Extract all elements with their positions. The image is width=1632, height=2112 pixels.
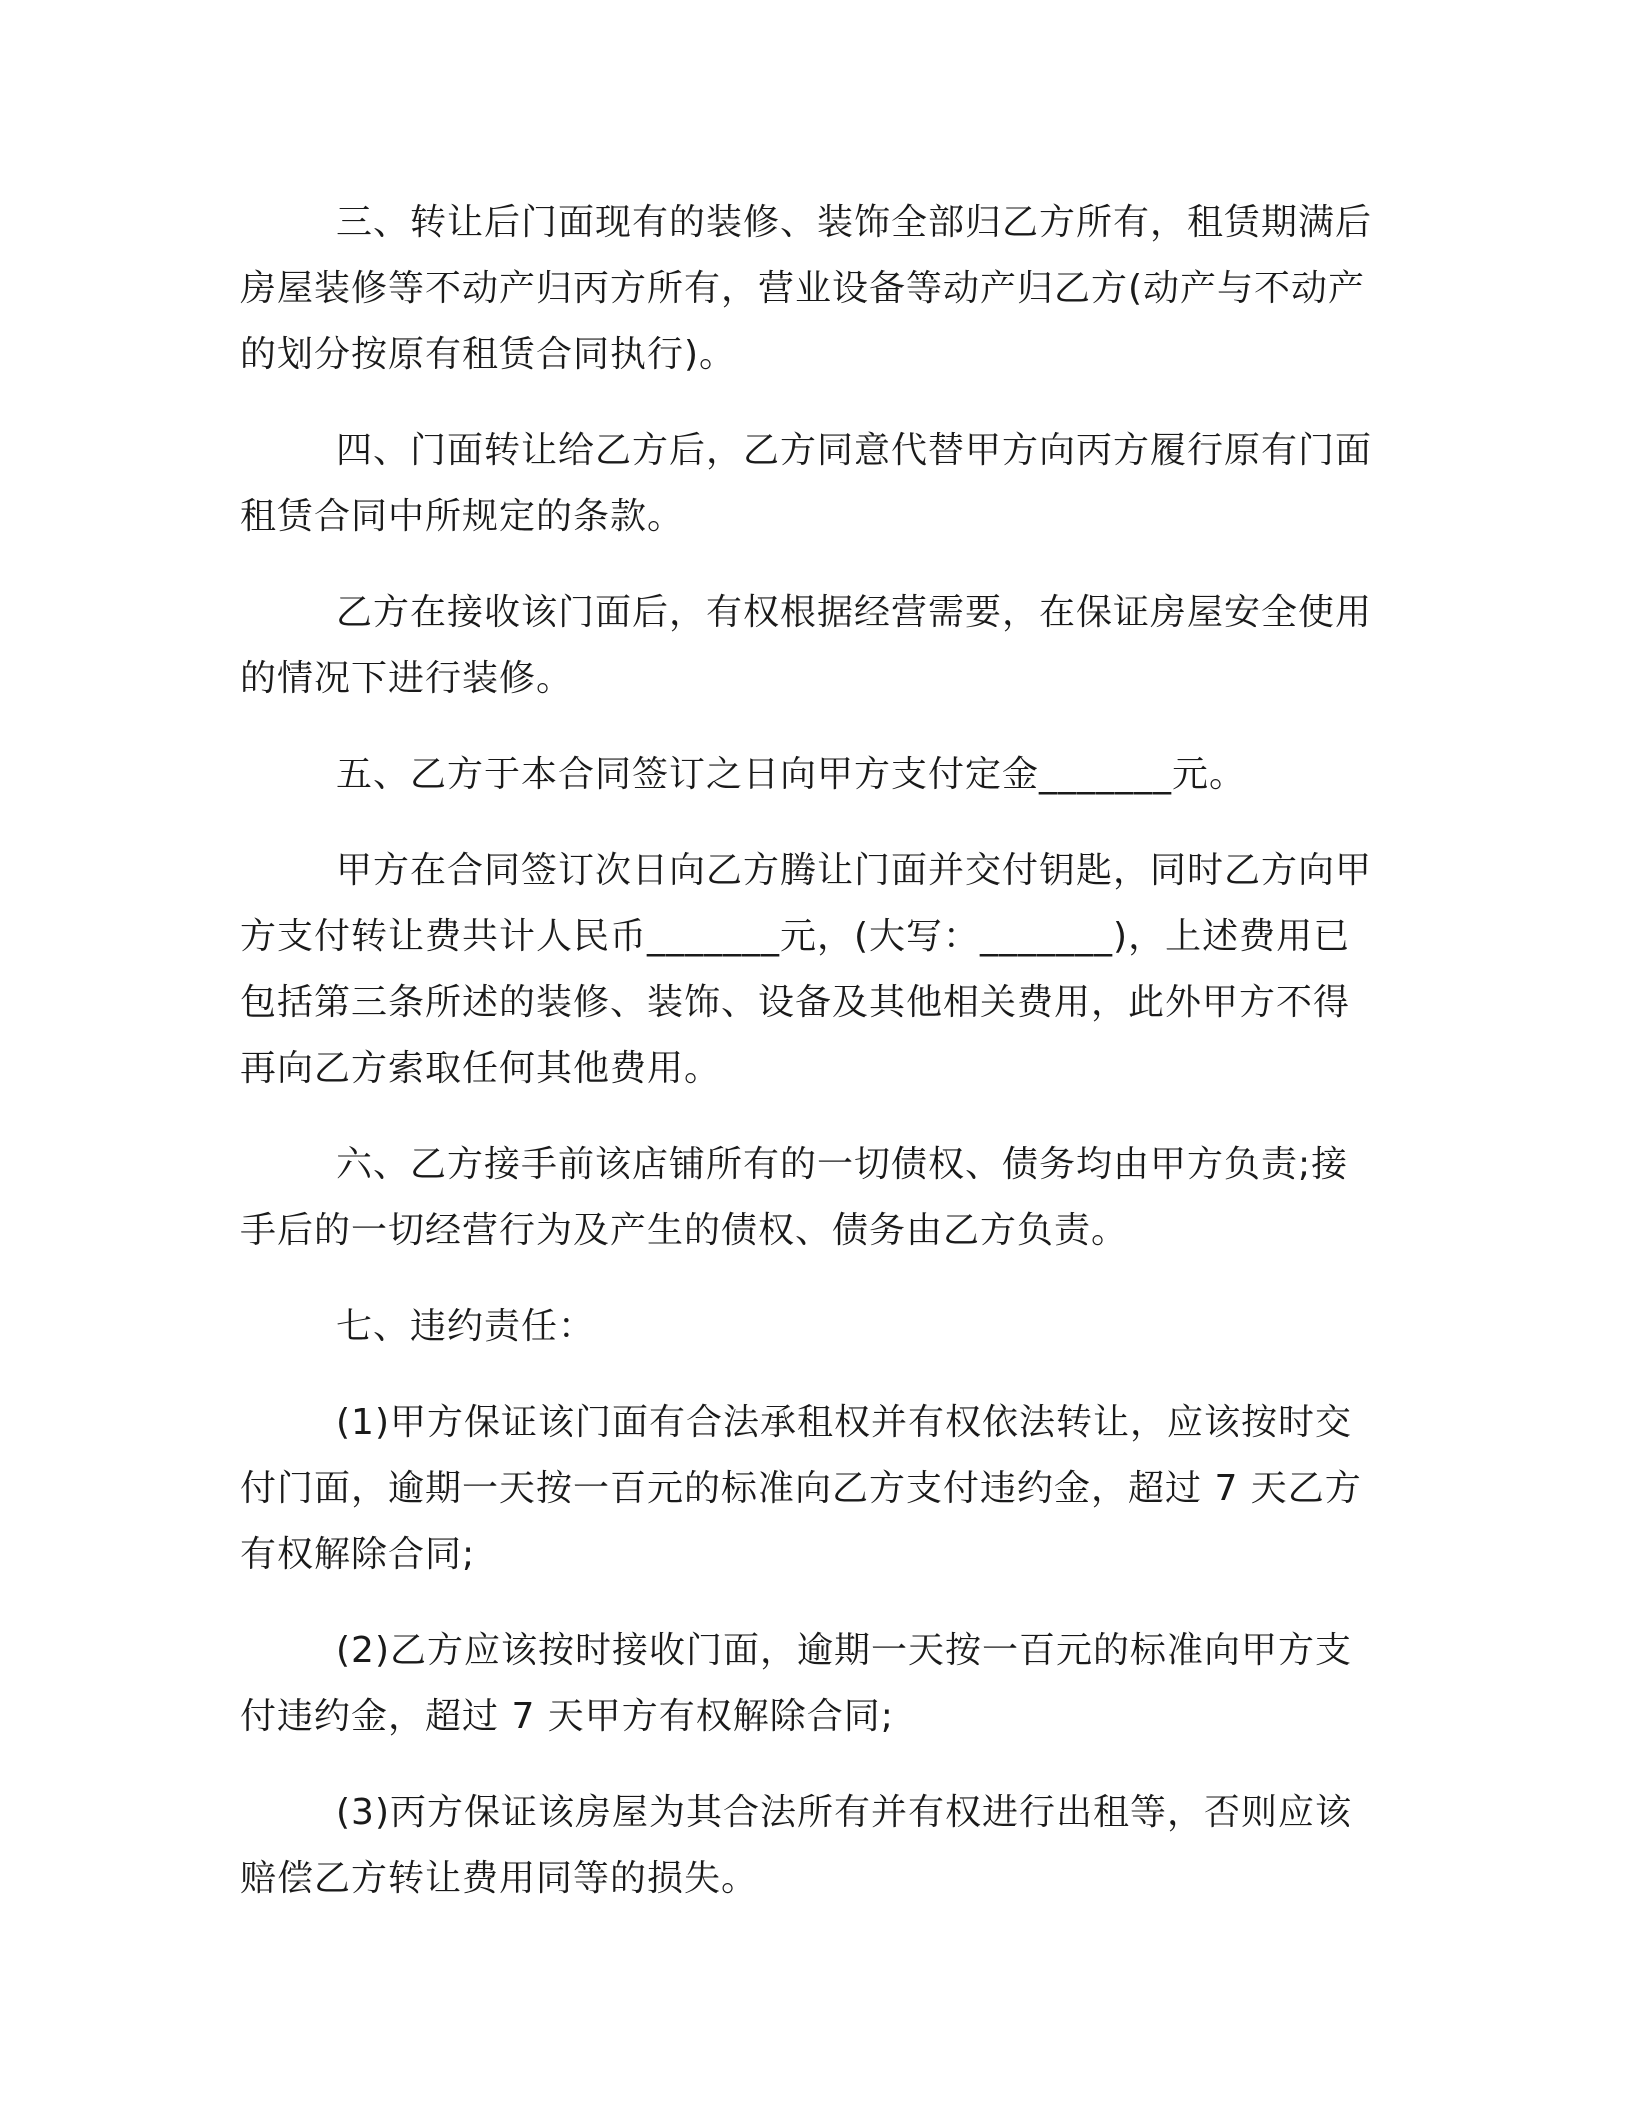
clause-7-heading (240, 1294, 1380, 1360)
paragraph-line: 再向乙方索取任何其他费用。 (240, 1048, 722, 1089)
paragraph-line: 有权解除合同; (240, 1534, 476, 1575)
paragraph-line: 包括第三条所述的装修、装饰、设备及其他相关费用，此外甲方不得 (240, 982, 1351, 1023)
paragraph-line: (2)乙方应该按时接收门面，逾期一天按一百元的标准向甲方支 (336, 1630, 1352, 1671)
clause-3-paragraph (240, 190, 1380, 388)
liability-item-2 (240, 1618, 1380, 1750)
paragraph-line: (1)甲方保证该门面有合法承租权并有权依法转让，应该按时交 (336, 1402, 1352, 1443)
clause-6-paragraph (240, 1132, 1380, 1264)
paragraph-line: 方支付转让费共计人民币_______元，(大写：_______)，上述费用已 (240, 916, 1351, 957)
paragraph-line: (3)丙方保证该房屋为其合法所有并有权进行出租等，否则应该 (336, 1792, 1352, 1833)
paragraph-line: 乙方在接收该门面后，有权根据经营需要，在保证房屋安全使用 (336, 592, 1373, 633)
clause-4-paragraph (240, 418, 1380, 550)
paragraph-line: 三、转让后门面现有的装修、装饰全部归乙方所有，租赁期满后 (336, 202, 1373, 243)
clause-5-paragraph (240, 742, 1380, 808)
paragraph-line: 房屋装修等不动产归丙方所有，营业设备等动产归乙方(动产与不动产 (240, 268, 1366, 309)
liability-item-1 (240, 1390, 1380, 1588)
paragraph-line: 的情况下进行装修。 (240, 658, 574, 699)
paragraph-line: 六、乙方接手前该店铺所有的一切债权、债务均由甲方负责;接 (336, 1144, 1349, 1185)
payment-paragraph (240, 838, 1380, 1102)
paragraph-line: 七、违约责任： (336, 1306, 596, 1347)
paragraph-line: 赔偿乙方转让费用同等的损失。 (240, 1858, 759, 1899)
liability-item-3 (240, 1780, 1380, 1912)
paragraph-line: 租赁合同中所规定的条款。 (240, 496, 685, 537)
paragraph-line: 手后的一切经营行为及产生的债权、债务由乙方负责。 (240, 1210, 1129, 1251)
paragraph-line: 付门面，逾期一天按一百元的标准向乙方支付违约金，超过 7 天乙方 (240, 1468, 1362, 1509)
renovation-paragraph (240, 580, 1380, 712)
document-page (240, 190, 1380, 1942)
paragraph-line: 的划分按原有租赁合同执行)。 (240, 334, 737, 375)
paragraph-line: 付违约金，超过 7 天甲方有权解除合同; (240, 1696, 894, 1737)
paragraph-line: 四、门面转让给乙方后，乙方同意代替甲方向丙方履行原有门面 (336, 430, 1373, 471)
paragraph-line: 甲方在合同签订次日向乙方腾让门面并交付钥匙，同时乙方向甲 (336, 850, 1373, 891)
paragraph-line: 五、乙方于本合同签订之日向甲方支付定金_______元。 (336, 754, 1247, 795)
